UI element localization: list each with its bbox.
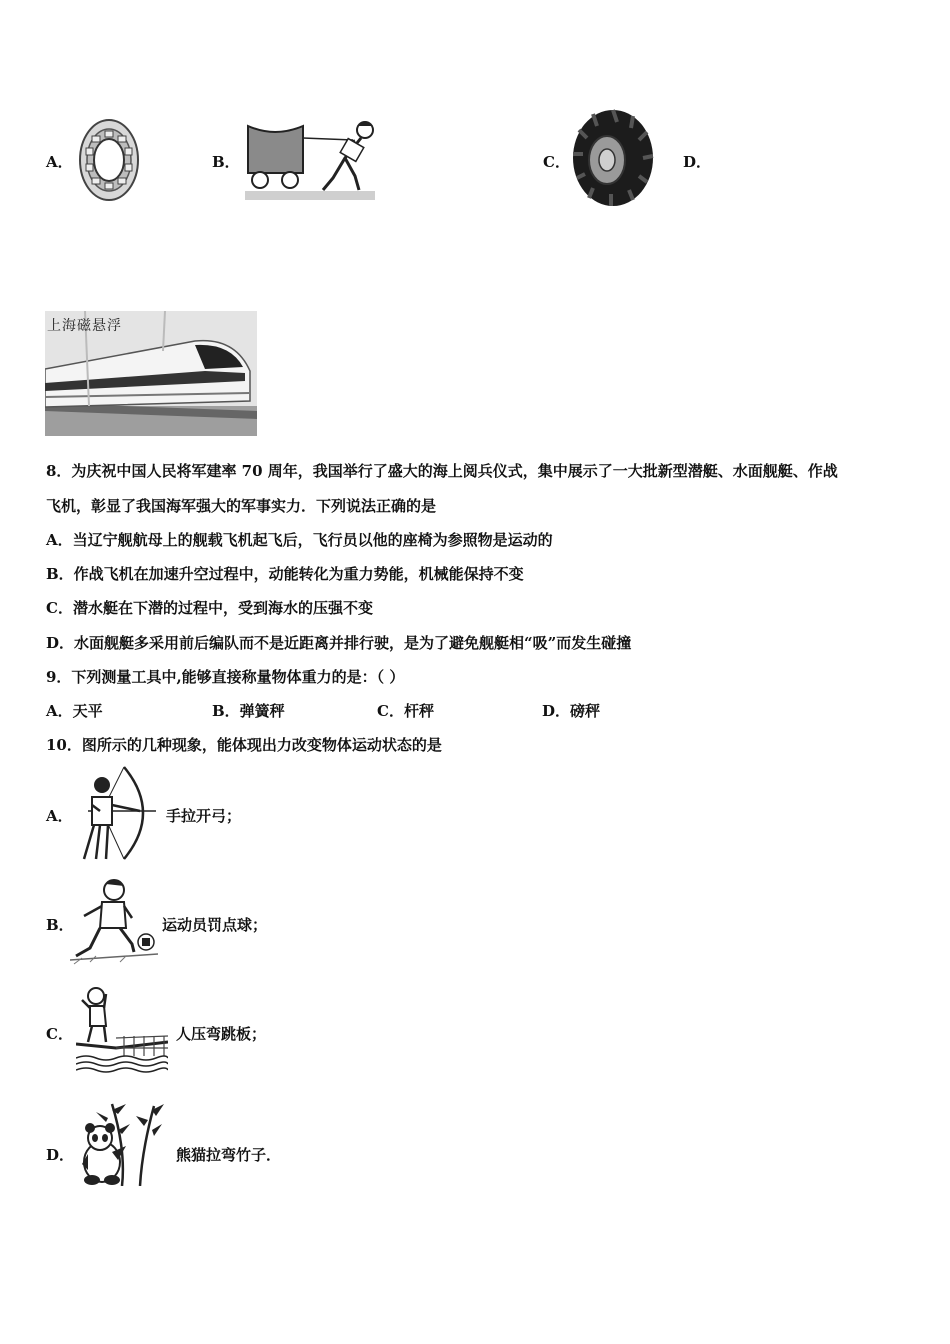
soccer-player-image (70, 878, 158, 966)
q9-option-c: C．杆秤 (377, 702, 434, 720)
q7-option-d-label: D． (683, 153, 712, 171)
q9-option-d: D．磅秤 (542, 702, 601, 720)
man-pulling-cart-image (245, 118, 375, 200)
q10-stem: 10．图所示的几种现象，能体现出力改变物体运动状态的是 (46, 736, 442, 754)
q8-option-b: B．作战飞机在加速升空过程中，动能转化为重力势能，机械能保持不变 (46, 565, 524, 583)
q10-option-a-label: A． (46, 807, 73, 825)
q8-option-c: C．潜水艇在下潜的过程中，受到海水的压强不变 (46, 599, 373, 617)
q10-option-b-text: 运动员罚点球； (162, 916, 268, 934)
q8-option-a: A．当辽宁舰航母上的舰载飞机起飞后，飞行员以他的座椅为参照物是运动的 (46, 531, 553, 549)
q10-option-d-text: 熊猫拉弯竹子． (176, 1146, 282, 1164)
q8-stem-line1: 8．为庆祝中国人民将军建率 70 周年，我国举行了盛大的海上阅兵仪式，集中展示了一大批新型潜艇、水面舰艇、作战 (46, 462, 838, 480)
maglev-caption: 上海磁悬浮 (47, 318, 122, 334)
maglev-train-image (45, 311, 257, 436)
q7-option-a-label: A． (46, 153, 73, 171)
q10-option-a-text: 手拉开弓； (166, 807, 242, 825)
q8-option-d: D．水面舰艇多采用前后编队而不是近距离并排行驶，是为了避免舰艇相“吸”而发生碰撞 (46, 634, 632, 652)
q7-option-b-label: B． (212, 153, 240, 171)
q7-option-c-label: C． (543, 153, 570, 171)
panda-bamboo-image (82, 1100, 166, 1186)
q10-option-b-label: B． (46, 916, 74, 934)
roller-bearing-image (78, 118, 140, 202)
q8-stem-line2: 飞机，彰显了我国海军强大的军事实力．下列说法正确的是 (46, 497, 437, 515)
q10-option-c-text: 人压弯跳板； (176, 1025, 267, 1043)
q10-option-c-label: C． (46, 1025, 73, 1043)
q9-stem: 9．下列测量工具中,能够直接称量物体重力的是：（ ） (46, 668, 405, 686)
q9-option-a: A．天平 (46, 702, 103, 720)
archer-image (74, 765, 158, 861)
diver-on-board-image (76, 986, 168, 1076)
q9-option-b: B．弹簧秤 (212, 702, 285, 720)
large-tire-image (571, 108, 655, 208)
q10-option-d-label: D． (46, 1146, 75, 1164)
